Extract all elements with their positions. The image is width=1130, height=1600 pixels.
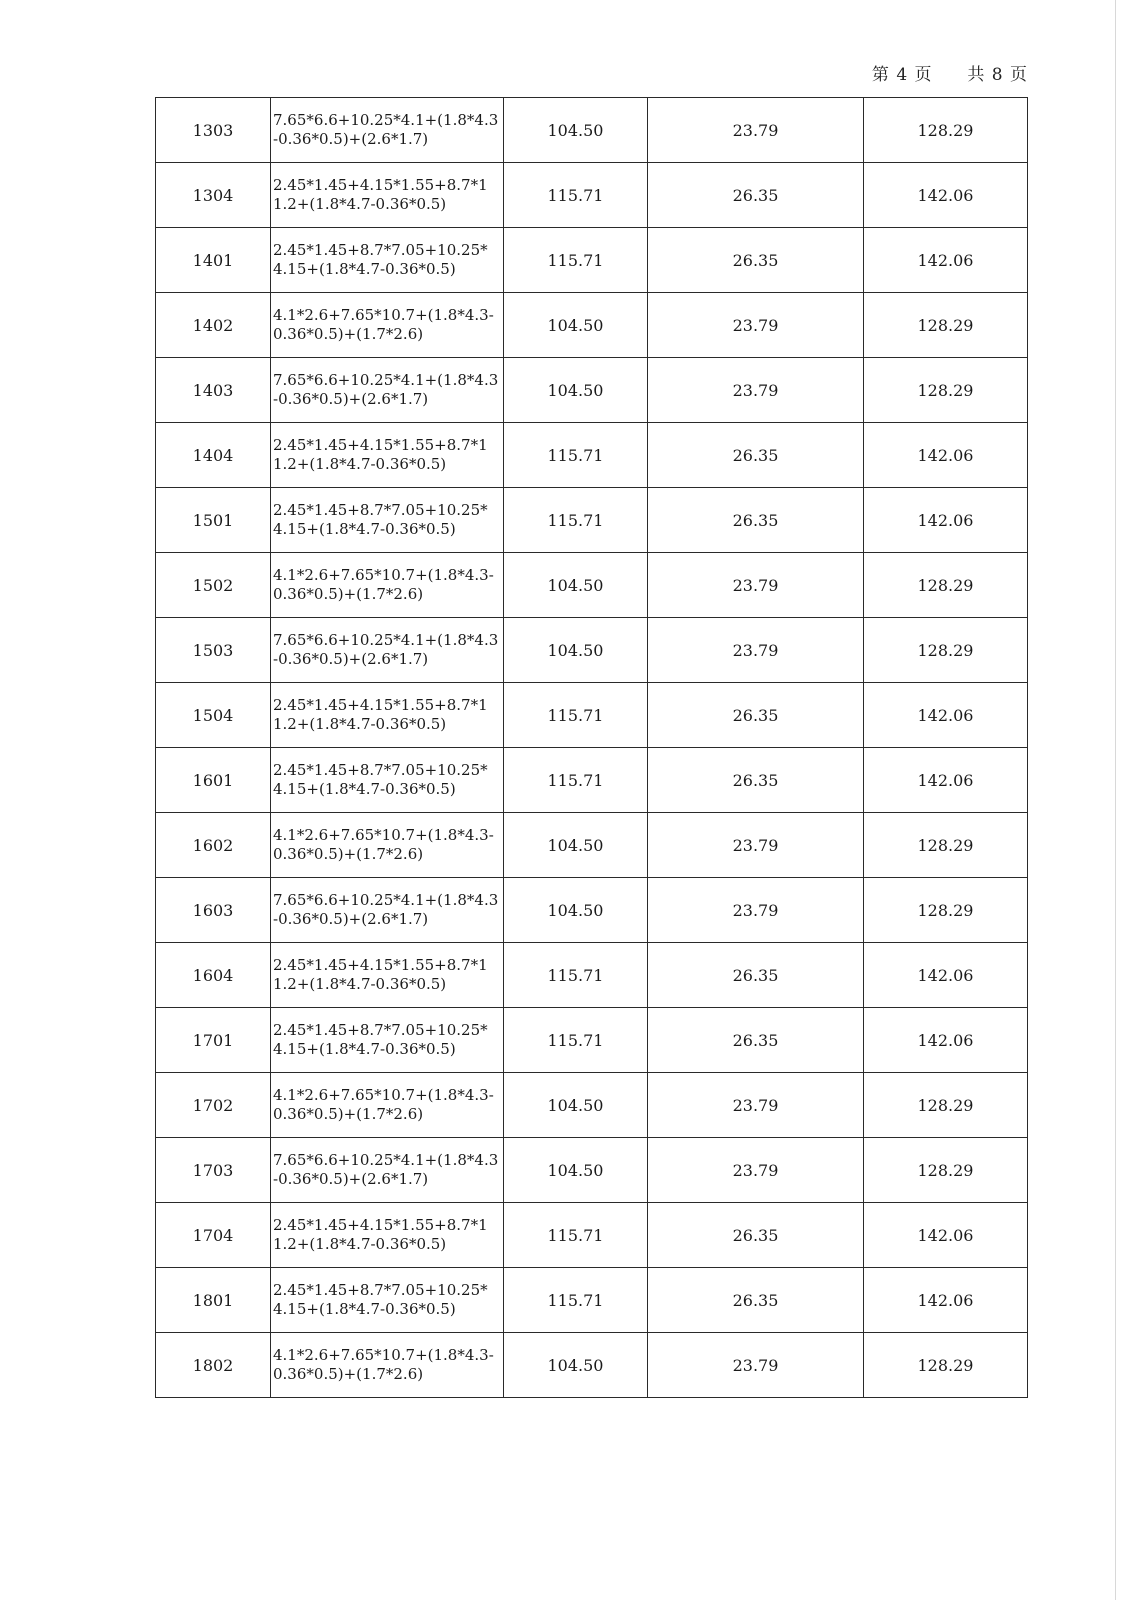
table-row — [156, 488, 1028, 553]
area-formula-cell: 7.65*6.6+10.25*4.1+(1.8*4.3-0.36*0.5)+(2.6*1.7) — [271, 878, 504, 943]
inner-area-cell: 104.50 — [504, 553, 648, 618]
table-row — [156, 813, 1028, 878]
area-formula-cell: 2.45*1.45+8.7*7.05+10.25*4.15+(1.8*4.7-0.36*0.5) — [271, 748, 504, 813]
area-formula-cell: 4.1*2.6+7.65*10.7+(1.8*4.3-0.36*0.5)+(1.7*2.6) — [271, 293, 504, 358]
shared-area-cell: 26.35 — [648, 1008, 864, 1073]
shared-area-cell: 26.35 — [648, 228, 864, 293]
area-table-body — [156, 98, 1028, 1398]
inner-area-cell: 115.71 — [504, 1268, 648, 1333]
total-area-cell: 142.06 — [864, 683, 1028, 748]
shared-area-cell: 23.79 — [648, 1073, 864, 1138]
total-area-cell: 142.06 — [864, 228, 1028, 293]
table-row — [156, 228, 1028, 293]
area-formula-cell: 2.45*1.45+8.7*7.05+10.25*4.15+(1.8*4.7-0.36*0.5) — [271, 228, 504, 293]
total-area-cell: 142.06 — [864, 163, 1028, 228]
page-number-header — [872, 60, 1028, 85]
table-row — [156, 1333, 1028, 1398]
table-row — [156, 1008, 1028, 1073]
inner-area-cell: 104.50 — [504, 1333, 648, 1398]
inner-area-cell: 115.71 — [504, 228, 648, 293]
area-formula-cell: 2.45*1.45+4.15*1.55+8.7*11.2+(1.8*4.7-0.36*0.5) — [271, 423, 504, 488]
area-table — [155, 97, 1028, 1398]
shared-area-cell: 26.35 — [648, 488, 864, 553]
room-number-cell: 1703 — [156, 1138, 271, 1203]
shared-area-cell: 26.35 — [648, 943, 864, 1008]
shared-area-cell: 26.35 — [648, 423, 864, 488]
room-number-cell: 1303 — [156, 98, 271, 163]
area-formula-cell: 2.45*1.45+8.7*7.05+10.25*4.15+(1.8*4.7-0.36*0.5) — [271, 1008, 504, 1073]
inner-area-cell: 104.50 — [504, 618, 648, 683]
area-formula-cell: 2.45*1.45+8.7*7.05+10.25*4.15+(1.8*4.7-0.36*0.5) — [271, 488, 504, 553]
total-area-cell: 128.29 — [864, 878, 1028, 943]
total-area-cell: 142.06 — [864, 423, 1028, 488]
shared-area-cell: 26.35 — [648, 1203, 864, 1268]
table-row — [156, 683, 1028, 748]
table-row — [156, 1073, 1028, 1138]
total-area-cell: 128.29 — [864, 293, 1028, 358]
table-row — [156, 553, 1028, 618]
shared-area-cell: 26.35 — [648, 683, 864, 748]
area-formula-cell: 2.45*1.45+8.7*7.05+10.25*4.15+(1.8*4.7-0.36*0.5) — [271, 1268, 504, 1333]
table-row — [156, 98, 1028, 163]
total-prefix: 共 — [967, 65, 986, 85]
area-formula-cell: 2.45*1.45+4.15*1.55+8.7*11.2+(1.8*4.7-0.36*0.5) — [271, 943, 504, 1008]
total-area-cell: 142.06 — [864, 1203, 1028, 1268]
area-formula-cell: 2.45*1.45+4.15*1.55+8.7*11.2+(1.8*4.7-0.36*0.5) — [271, 1203, 504, 1268]
room-number-cell: 1704 — [156, 1203, 271, 1268]
shared-area-cell: 23.79 — [648, 813, 864, 878]
inner-area-cell: 115.71 — [504, 423, 648, 488]
total-area-cell: 142.06 — [864, 488, 1028, 553]
total-area-cell: 128.29 — [864, 813, 1028, 878]
total-area-cell: 128.29 — [864, 358, 1028, 423]
area-formula-cell: 2.45*1.45+4.15*1.55+8.7*11.2+(1.8*4.7-0.36*0.5) — [271, 163, 504, 228]
table-row — [156, 1203, 1028, 1268]
area-formula-cell: 7.65*6.6+10.25*4.1+(1.8*4.3-0.36*0.5)+(2.6*1.7) — [271, 98, 504, 163]
inner-area-cell: 115.71 — [504, 1203, 648, 1268]
room-number-cell: 1402 — [156, 293, 271, 358]
inner-area-cell: 104.50 — [504, 813, 648, 878]
area-formula-cell: 4.1*2.6+7.65*10.7+(1.8*4.3-0.36*0.5)+(1.7*2.6) — [271, 1333, 504, 1398]
area-formula-cell: 4.1*2.6+7.65*10.7+(1.8*4.3-0.36*0.5)+(1.7*2.6) — [271, 813, 504, 878]
inner-area-cell: 104.50 — [504, 1073, 648, 1138]
total-area-cell: 128.29 — [864, 1138, 1028, 1203]
page-edge-line — [1115, 0, 1116, 1600]
inner-area-cell: 104.50 — [504, 878, 648, 943]
shared-area-cell: 26.35 — [648, 748, 864, 813]
total-area-cell: 142.06 — [864, 748, 1028, 813]
shared-area-cell: 23.79 — [648, 1138, 864, 1203]
total-pages: 8 — [991, 65, 1004, 85]
room-number-cell: 1404 — [156, 423, 271, 488]
inner-area-cell: 115.71 — [504, 1008, 648, 1073]
table-row — [156, 878, 1028, 943]
room-number-cell: 1504 — [156, 683, 271, 748]
total-area-cell: 128.29 — [864, 618, 1028, 683]
area-formula-cell: 4.1*2.6+7.65*10.7+(1.8*4.3-0.36*0.5)+(1.7*2.6) — [271, 1073, 504, 1138]
area-formula-cell: 7.65*6.6+10.25*4.1+(1.8*4.3-0.36*0.5)+(2.6*1.7) — [271, 358, 504, 423]
room-number-cell: 1503 — [156, 618, 271, 683]
room-number-cell: 1604 — [156, 943, 271, 1008]
inner-area-cell: 115.71 — [504, 748, 648, 813]
shared-area-cell: 23.79 — [648, 98, 864, 163]
room-number-cell: 1702 — [156, 1073, 271, 1138]
page-number: 4 — [896, 65, 909, 85]
table-row — [156, 748, 1028, 813]
table-row — [156, 618, 1028, 683]
total-area-cell: 128.29 — [864, 98, 1028, 163]
total-area-cell: 142.06 — [864, 943, 1028, 1008]
inner-area-cell: 104.50 — [504, 98, 648, 163]
shared-area-cell: 23.79 — [648, 553, 864, 618]
table-row — [156, 943, 1028, 1008]
table-row — [156, 293, 1028, 358]
inner-area-cell: 115.71 — [504, 488, 648, 553]
shared-area-cell: 23.79 — [648, 1333, 864, 1398]
area-formula-cell: 4.1*2.6+7.65*10.7+(1.8*4.3-0.36*0.5)+(1.7*2.6) — [271, 553, 504, 618]
table-row — [156, 163, 1028, 228]
shared-area-cell: 23.79 — [648, 293, 864, 358]
total-suffix: 页 — [1010, 65, 1028, 85]
shared-area-cell: 23.79 — [648, 618, 864, 683]
inner-area-cell: 115.71 — [504, 943, 648, 1008]
room-number-cell: 1401 — [156, 228, 271, 293]
table-row — [156, 358, 1028, 423]
room-number-cell: 1403 — [156, 358, 271, 423]
area-formula-cell: 7.65*6.6+10.25*4.1+(1.8*4.3-0.36*0.5)+(2.6*1.7) — [271, 618, 504, 683]
total-area-cell: 128.29 — [864, 1073, 1028, 1138]
page-suffix: 页 — [914, 65, 933, 85]
total-area-cell: 142.06 — [864, 1008, 1028, 1073]
area-formula-cell: 2.45*1.45+4.15*1.55+8.7*11.2+(1.8*4.7-0.36*0.5) — [271, 683, 504, 748]
room-number-cell: 1701 — [156, 1008, 271, 1073]
room-number-cell: 1802 — [156, 1333, 271, 1398]
room-number-cell: 1801 — [156, 1268, 271, 1333]
room-number-cell: 1601 — [156, 748, 271, 813]
inner-area-cell: 104.50 — [504, 293, 648, 358]
room-number-cell: 1502 — [156, 553, 271, 618]
table-row — [156, 423, 1028, 488]
shared-area-cell: 23.79 — [648, 878, 864, 943]
room-number-cell: 1603 — [156, 878, 271, 943]
inner-area-cell: 104.50 — [504, 358, 648, 423]
room-number-cell: 1304 — [156, 163, 271, 228]
inner-area-cell: 115.71 — [504, 163, 648, 228]
shared-area-cell: 26.35 — [648, 1268, 864, 1333]
total-area-cell: 142.06 — [864, 1268, 1028, 1333]
total-area-cell: 128.29 — [864, 553, 1028, 618]
area-formula-cell: 7.65*6.6+10.25*4.1+(1.8*4.3-0.36*0.5)+(2.6*1.7) — [271, 1138, 504, 1203]
table-row — [156, 1138, 1028, 1203]
inner-area-cell: 115.71 — [504, 683, 648, 748]
total-area-cell: 128.29 — [864, 1333, 1028, 1398]
shared-area-cell: 26.35 — [648, 163, 864, 228]
inner-area-cell: 104.50 — [504, 1138, 648, 1203]
table-row — [156, 1268, 1028, 1333]
page-prefix: 第 — [871, 65, 890, 85]
room-number-cell: 1501 — [156, 488, 271, 553]
shared-area-cell: 23.79 — [648, 358, 864, 423]
room-number-cell: 1602 — [156, 813, 271, 878]
